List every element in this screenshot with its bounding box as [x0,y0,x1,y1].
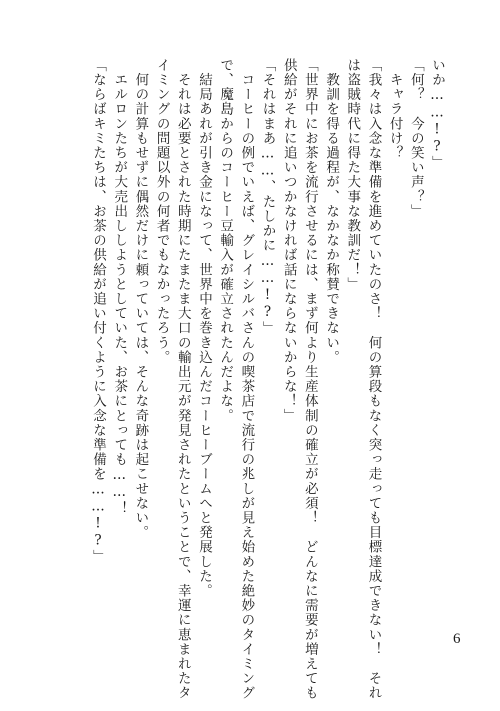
text-line: 「それはまあ……、たしかに……!?」 [259,58,276,336]
text-line: 「ならばキミたちは、お茶の供給が追い付くように入念な準備を……!?」 [90,58,106,565]
text-line: 「我々は入念な準備を進めていたのさ！ 何の算段もなく突っ走っても目標達成できない！ それ [365,58,382,701]
text-line: 何の計算もせずに偶然だけに頼っていては、そんな奇跡は起こせない。 [132,58,149,540]
text-line: 「世界中にお茶を流行させるには、まず何より生産体制の確立が必須！ どんなに需要が増えても [301,58,318,701]
text-line: それは必要とされた時期にたまたま大口の輸出元が発見されたということで、幸運に恵まれたタ [174,58,191,701]
text-line: は盗賊時代に得た大事な教訓だ！」 [344,58,361,292]
text-line: 教訓を得る過程が、なかなか称賛できない。 [323,58,340,365]
text-line: いか……!?」 [429,58,445,171]
text-line: 供給がそれに追いつかなければ話にならないからな！」 [280,58,297,423]
vertical-text-body [90,58,445,701]
page-number: 6 [453,631,461,647]
text-line: 結局あれが引き金になって、世界中を巻き込んだコーヒーブームへと発展した。 [195,58,212,599]
text-line: コーヒーの例でいえば、グレイシルバさんの喫茶店で流行の兆しが見え始めた絶妙のタイミング [238,58,255,701]
text-line: イミングの問題以外の何者でもなかったろう。 [153,58,170,365]
text-line: で、魔島からのコーヒー豆輸入が確立されたんだよな。 [217,58,234,423]
text-line: キャラ付け？ [386,58,403,161]
text-line: 「何？ 今の笑い声？」 [407,58,424,219]
text-line: エルロンたちが大売出ししようとしていた、お茶にとっても……！ [111,58,128,516]
